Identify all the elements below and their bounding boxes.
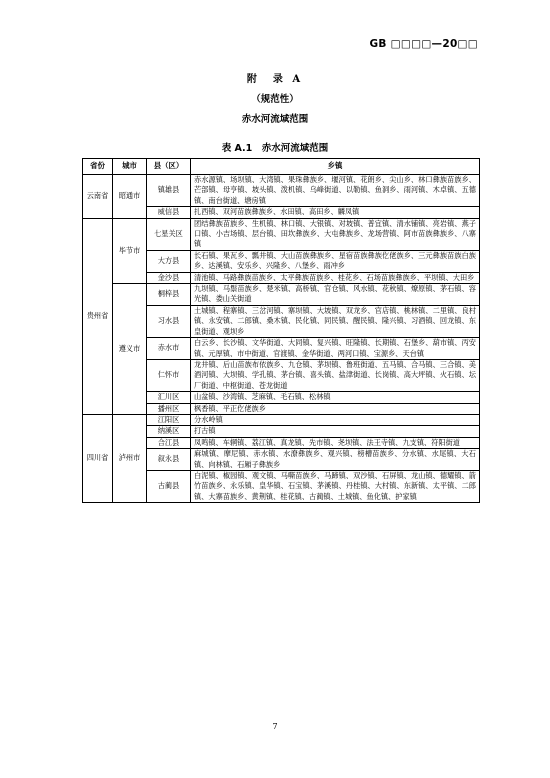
province-cell: 云南省 [83,175,113,219]
table-header-row [83,159,480,175]
county-cell: 金沙县 [147,272,191,283]
table-row [83,284,480,306]
towns-cell: 扎西镇、双河苗族彝族乡、水田镇、高田乡、麟凤镇 [191,207,480,218]
county-cell: 赤水市 [147,338,191,360]
towns-cell: 龙井镇、后山苗族布依族乡、九仓镇、茅坝镇、鲁班街道、五马镇、合马镇、三合镇、美酒河镇、大坝镇、学孔镇、茅台镇、喜头镇、盐津街道、长岗镇、高大坪镇、火石镇、坛厂街道、中枢街道、苍龙街道 [191,359,480,391]
towns-cell: 团结彝族苗族乡、生机镇、林口镇、大银镇、对坡镇、普宜镇、清水铺镇、亮岩镇、燕子口镇、小吉场镇、层台镇、田坎彝族乡、大屯彝族乡、龙场营镇、阿市苗族彝族乡、八寨镇 [191,218,480,250]
towns-cell: 白泥镇、椒园镇、观文镇、马嘶苗族乡、马蹄镇、双沙镇、石屏镇、龙山镇、德耀镇、箭竹苗族乡、永乐镇、皇华镇、石宝镇、茅溪镇、丹桂镇、大村镇、东新镇、太平镇、二郎镇、大寨苗族乡、黄荆镇、桂花镇、古蔺镇、土城镇、鱼化镇、护家镇 [191,470,480,502]
towns-cell: 长石镇、果瓦乡、瓢井镇、大山苗族彝族乡、星宿苗族彝族仡佬族乡、三元彝族苗族白族乡、达溪镇、安乐乡、兴隆乡、八堡乡、雨冲乡 [191,250,480,272]
city-cell: 昭通市 [113,175,147,219]
column-header-city: 城市 [113,159,147,175]
county-cell: 七星关区 [147,218,191,250]
province-cell: 四川省 [83,414,113,502]
table-row [83,414,480,425]
towns-cell: 凤鸣镇、车辋镇、荔江镇、真龙镇、先市镇、尧坝镇、法王寺镇、九支镇、符阳街道 [191,437,480,448]
province-cell: 贵州省 [83,218,113,414]
county-cell: 古蔺县 [147,470,191,502]
city-cell: 泸州市 [113,414,147,502]
county-cell: 桐梓县 [147,284,191,306]
county-cell: 汇川区 [147,392,191,403]
table-caption: 表 A.1 赤水河流域范围 [221,143,329,154]
county-cell: 叙永县 [147,449,191,471]
page-number: 7 [272,722,278,731]
county-cell: 纳溪区 [147,426,191,437]
towns-cell: 九坝镇、马鬃苗族乡、楚米镇、高桥镇、官仓镇、风水镇、花秋镇、燎原镇、茅石镇、容光镇、娄山关街道 [191,284,480,306]
column-header-province: 省份 [83,159,113,175]
towns-cell: 白云乡、长沙镇、文华街道、大同镇、复兴镇、旺隆镇、长期镇、石堡乡、葫市镇、丙安镇、元厚镇、市中街道、官渡镇、金华街道、两河口镇、宝源乡、天台镇 [191,338,480,360]
appendix-title: 附 录 A [246,74,304,85]
table-row [83,175,480,207]
county-cell: 播州区 [147,403,191,414]
towns-cell: 赤水源镇、场坝镇、大湾镇、果珠彝族乡、堰河镇、花朗乡、尖山乡、林口彝族苗族乡、芒部镇、母亨镇、坡头镇、泼机镇、乌峰街道、以勒镇、鱼洞乡、雨河镇、木卓镇、五德镇、南台街道、塘房镇 [191,175,480,207]
column-header-county: 县（区） [147,159,191,175]
towns-cell: 枫香镇、平正仡佬族乡 [191,403,480,414]
towns-cell: 清池镇、马路彝族苗族乡、太平彝族苗族乡、桂花乡、石场苗族彝族乡、平坝镇、大田乡 [191,272,480,283]
city-cell: 遵义市 [113,284,147,415]
county-cell: 仁怀市 [147,359,191,391]
towns-cell: 土城镇、程寨镇、三岔河镇、寨坝镇、大坡镇、双龙乡、官店镇、桃林镇、二里镇、良村镇、永安镇、二郎镇、桑木镇、民化镇、同民镇、醒民镇、隆兴镇、习酒镇、回龙镇、东皇街道、观坝乡 [191,305,480,337]
county-cell: 习水县 [147,305,191,337]
towns-cell: 山盆镇、沙湾镇、芝麻镇、毛石镇、松林镇 [191,392,480,403]
basin-scope-table [82,158,480,503]
city-cell: 毕节市 [113,218,147,283]
towns-cell: 分水岭镇 [191,414,480,425]
county-cell: 威信县 [147,207,191,218]
towns-cell: 打古镇 [191,426,480,437]
county-cell: 镇雄县 [147,175,191,207]
county-cell: 大方县 [147,250,191,272]
table-row [83,218,480,250]
standard-code: GB □□□□—20□□ [369,38,478,50]
towns-cell: 麻城镇、摩尼镇、赤水镇、水潦彝族乡、观兴镇、榜槽苗族乡、分水镇、水尾镇、大石镇、向林镇、石厢子彝族乡 [191,449,480,471]
section-heading: 赤水河流域范围 [241,114,309,125]
county-cell: 合江县 [147,437,191,448]
column-header-towns: 乡镇 [191,159,480,175]
appendix-type: （规范性） [251,94,299,105]
county-cell: 江阳区 [147,414,191,425]
